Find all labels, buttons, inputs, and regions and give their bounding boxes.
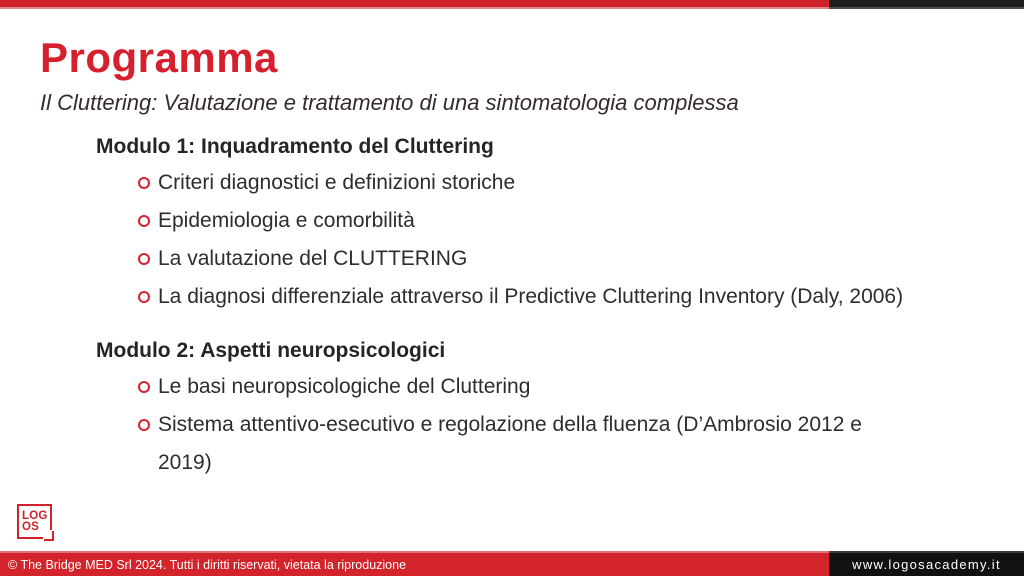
- page-title: Programma: [40, 34, 278, 81]
- copyright-text: © The Bridge MED Srl 2024. Tutti i diritti riservati, vietata la riproduzione: [8, 557, 407, 572]
- top-accent-bar: [0, 0, 1024, 9]
- logo-text-line2: OS: [22, 520, 40, 533]
- list-item-text: Criteri diagnostici e definizioni storiche: [158, 171, 516, 194]
- logo-corner-bracket-icon: [44, 531, 54, 541]
- module-2-list: [96, 368, 984, 482]
- bullet-circle-icon: [138, 291, 150, 303]
- bullet-circle-icon: [138, 253, 150, 265]
- bullet-circle-icon: [138, 215, 150, 227]
- module-2-section: [96, 336, 984, 482]
- footer-bar: [0, 551, 1024, 576]
- list-item: [138, 240, 984, 278]
- list-item: [138, 164, 984, 202]
- top-bar-black-segment: [829, 0, 1024, 9]
- slide-content: [40, 34, 984, 482]
- logo-text-line1: LOG: [22, 509, 48, 522]
- list-item: [138, 406, 984, 482]
- module-1-heading: Modulo 1: Inquadramento del Cluttering: [96, 135, 494, 158]
- footer-copyright-segment: [0, 551, 829, 576]
- slide-subtitle: Il Cluttering: Valutazione e trattamento di una sintomatologia complessa: [40, 90, 739, 115]
- website-link[interactable]: www.logosacademy.it: [852, 557, 1001, 572]
- list-item-text: Epidemiologia e comorbilità: [158, 209, 415, 232]
- logos-logo: [17, 504, 57, 544]
- list-item: [138, 278, 984, 316]
- bullet-circle-icon: [138, 381, 150, 393]
- list-item-text: La diagnosi differenziale attraverso il Predictive Cluttering Inventory (Daly, 2006): [158, 285, 904, 308]
- module-1-list: [96, 164, 984, 316]
- bullet-circle-icon: [138, 177, 150, 189]
- module-1-section: [96, 132, 984, 316]
- list-item: [138, 202, 984, 240]
- list-item-text: Sistema attentivo-esecutivo e regolazione della fluenza (D’Ambrosio 2012 e 2019): [158, 413, 862, 474]
- bullet-circle-icon: [138, 419, 150, 431]
- list-item: [138, 368, 984, 406]
- list-item-text: La valutazione del CLUTTERING: [158, 247, 468, 270]
- logos-logo-box: [17, 504, 52, 539]
- module-2-heading: Modulo 2: Aspetti neuropsicologici: [96, 339, 446, 362]
- footer-website-segment: [829, 551, 1024, 576]
- list-item-text: Le basi neuropsicologiche del Cluttering: [158, 375, 531, 398]
- top-bar-red-segment: [0, 0, 829, 9]
